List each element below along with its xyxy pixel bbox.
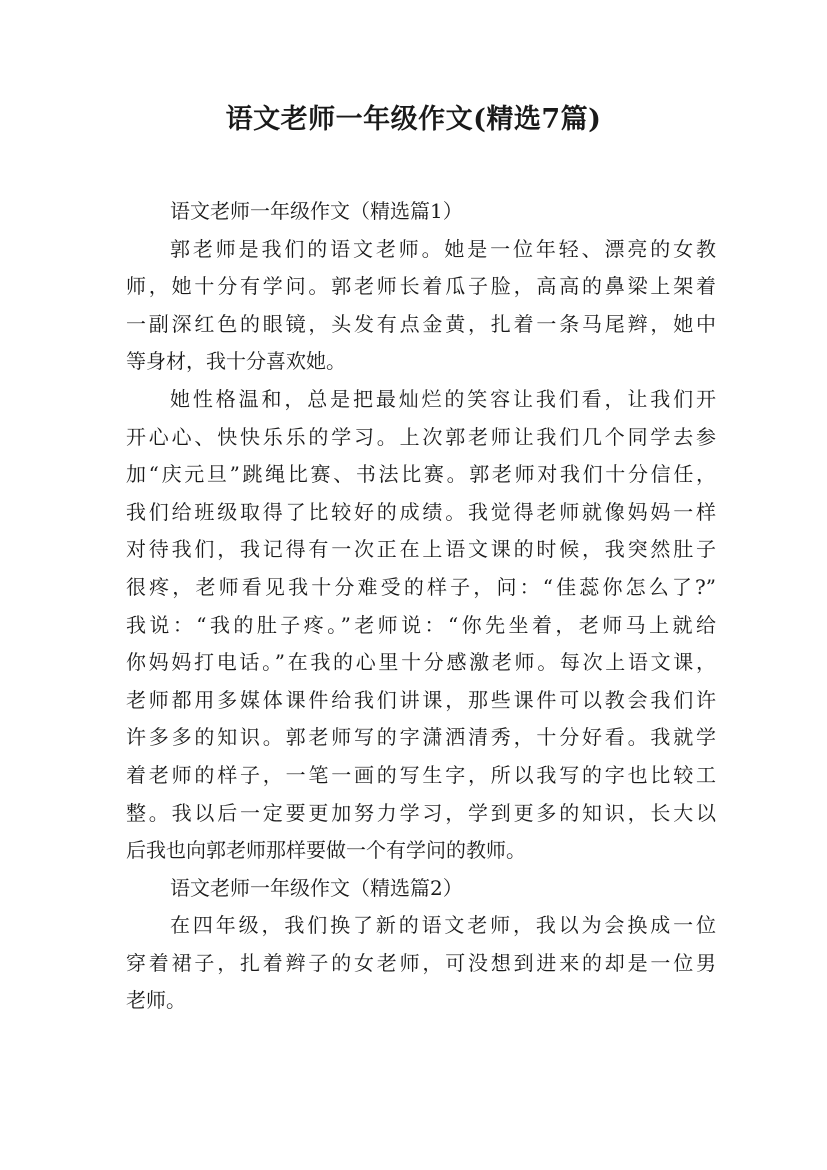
paragraph-line: 在四年级，我们换了新的语文老师，我以为会换成一位	[170, 913, 716, 938]
paragraph-line: 郭老师是我们的语文老师。她是一位年轻、漂亮的女教	[170, 236, 716, 261]
paragraph-line: 开心心、快快乐乐的学习。上次郭老师让我们几个同学去参	[126, 424, 716, 449]
paragraph-line: 很疼，老师看见我十分难受的样子，问：“佳蕊你怎么了?”	[126, 574, 716, 599]
paragraph-line: 一副深红色的眼镜，头发有点金黄，扎着一条马尾辫，她中	[126, 311, 716, 336]
paragraph-line: 整。我以后一定要更加努力学习，学到更多的知识，长大以	[126, 800, 716, 825]
paragraph-line: 等身材，我十分喜欢她。	[126, 349, 346, 374]
section-heading: 语文老师一年级作文（精选篇2）	[170, 875, 463, 900]
section-heading: 语文老师一年级作文（精选篇1）	[170, 199, 463, 223]
paragraph-line: 我说：“我的肚子疼。”老师说：“你先坐着，老师马上就给	[126, 612, 716, 637]
paragraph-line: 后我也向郭老师那样要做一个有学问的教师。	[126, 838, 526, 863]
document-title: 语文老师一年级作文(精选7篇)	[225, 104, 602, 135]
paragraph-line: 加“庆元旦”跳绳比赛、书法比赛。郭老师对我们十分信任，	[126, 462, 716, 487]
paragraph-line: 老师都用多媒体课件给我们讲课，那些课件可以教会我们许	[126, 687, 716, 712]
paragraph-line: 师，她十分有学问。郭老师长着瓜子脸，高高的鼻梁上架着	[126, 274, 716, 299]
paragraph-line: 我们给班级取得了比较好的成绩。我觉得老师就像妈妈一样	[126, 499, 716, 524]
paragraph-line: 对待我们，我记得有一次正在上语文课的时候，我突然肚子	[126, 537, 716, 562]
document-body	[126, 193, 716, 1020]
paragraph-line: 穿着裙子，扎着辫子的女老师，可没想到进来的却是一位男	[126, 950, 716, 975]
paragraph-line: 老师。	[126, 988, 186, 1013]
paragraph-line: 她性格温和，总是把最灿烂的笑容让我们看，让我们开	[170, 386, 716, 411]
paragraph-line: 你妈妈打电话。”在我的心里十分感激老师。每次上语文课，	[126, 650, 716, 675]
paragraph-line: 着老师的样子，一笔一画的写生字，所以我写的字也比较工	[126, 762, 716, 787]
paragraph-line: 许多多的知识。郭老师写的字潇洒清秀，十分好看。我就学	[126, 725, 716, 750]
